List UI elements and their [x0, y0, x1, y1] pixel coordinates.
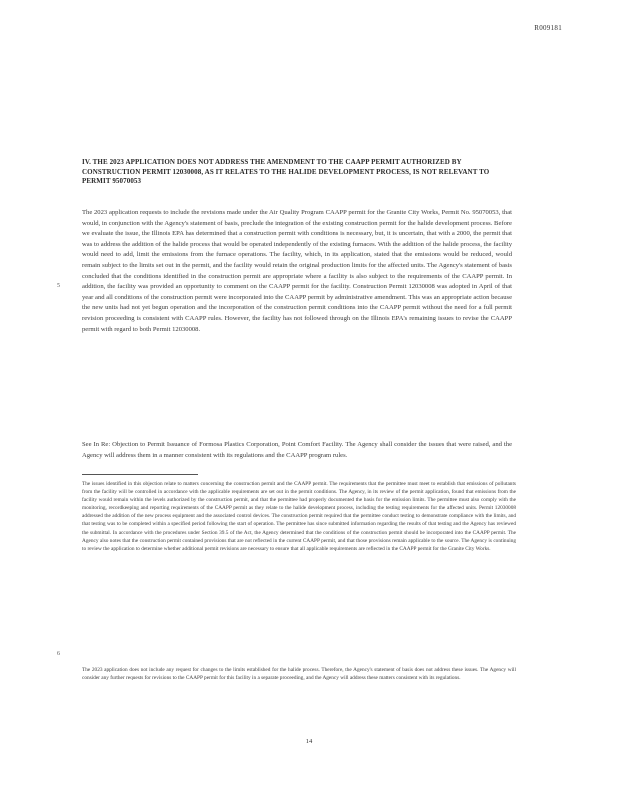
- section-heading: IV. THE 2023 APPLICATION DOES NOT ADDRESS THE AMENDMENT TO THE CAAPP PERMIT AUTHORIZED BY CONSTRUCTION PERMIT 12030008, AS IT RELATES TO THE HALIDE DEVELOPMENT PROCESS, IS NOT RELEVANT TO PERMIT 95070053: [82, 158, 490, 186]
- margin-mark-2: 6: [57, 651, 60, 657]
- footnote-2: The 2023 application does not include any request for changes to the limits established for the halide process. Therefore, the Agency's statement of basis does not address these issues. The Agency will consider any further requests for revisions to the CAAPP permit for this facility in a separate proceeding, and the Agency will address these matters consistent with its regulations.: [82, 667, 516, 682]
- page-number: 14: [305, 738, 313, 745]
- body-paragraph-2: See In Re: Objection to Permit Issuance of Formosa Plastics Corporation, Point Comfort Facility. The Agency shall consider the issues that were raised, and the Agency will address them in a manner consistent with its regulations and the CAAPP program rules.: [82, 441, 512, 459]
- document-id: R009181: [534, 24, 562, 32]
- margin-mark-1: 5: [57, 283, 60, 289]
- footnote-1: The issues identified in this objection relate to matters concerning the construction permit and the CAAPP permit. The requirements that the permittee must meet to establish that emissions of pollutants from the facility will be controlled in accordance with the applicable requirements are set out in the permit conditions. The Agency, in its review of the permit application, found that emissions from the facility would remain within the levels authorized by the construction permit, and that the permittee had properly documented the basis for the emission limits. The permittee must also comply with the monitoring, recordkeeping and reporting requirements of the CAAPP permit as they relate to the halide development process, including the testing requirements for the affected units. Permit 12030008 addressed the addition of the new process equipment and the associated control devices. The construction permit required that the permittee conduct testing to demonstrate compliance with the limits, and that testing was to be completed within a specified period following the start of operation. The permittee has since submitted information regarding the results of that testing and the Agency has reviewed the submittal. In accordance with the procedures under Section 39.5 of the Act, the Agency determined that the conditions of the construction permit should be incorporated into the CAAPP permit. The Agency also notes that the construction permit contained provisions that are not reflected in the current CAAPP permit, and that those provisions remain applicable to the source. The Agency is continuing to review the application to determine whether additional permit revisions are necessary to ensure that all applicable requirements are reflected in the CAAPP permit for the Granite City Works.: [82, 481, 516, 552]
- footnote-separator: [82, 474, 198, 475]
- body-paragraph-1: The 2023 application requests to include the revisions made under the Air Quality Program CAAPP permit for the Granite City Works, Permit No. 95070053, that would, in conjunction with the Agency's statement of basis, preclude the integration of the existing construction permit for the halide development process. Before we evaluate the issue, the Illinois EPA has determined that a construction permit with conditions is necessary, but, it is uncertain, that with a 2000, the permit that was to address the addition of the halide process that would be operated independently of the existing furnaces. With the addition of the halide process, the facility would need to add, limit the emissions from the furnace operations. The facility, which, in its application, stated that the emissions would be reduced, would remain subject to the limits set out in the permit, and the facility would retain the original production limits for the affected units. The Agency's statement of basis concluded that the conditions identified in the construction permit are appropriate where a facility is also subject to the requirements of the CAAPP permit. In addition, the facility was provided an opportunity to comment on the CAAPP permit for the facility. Construction Permit 12030008 was adopted in April of that year and all conditions of the construction permit were incorporated into the CAAPP permit by administrative amendment. This was an appropriate action because the new units had not yet begun operation and the incorporation of the construction permit conditions into the CAAPP permit without the need for a full permit revision proceeding is consistent with CAAPP rules. However, the facility has not followed through on the Illinois EPA's remaining issues to revise the CAAPP permit with regard to both Permit 12030008.: [82, 209, 512, 333]
